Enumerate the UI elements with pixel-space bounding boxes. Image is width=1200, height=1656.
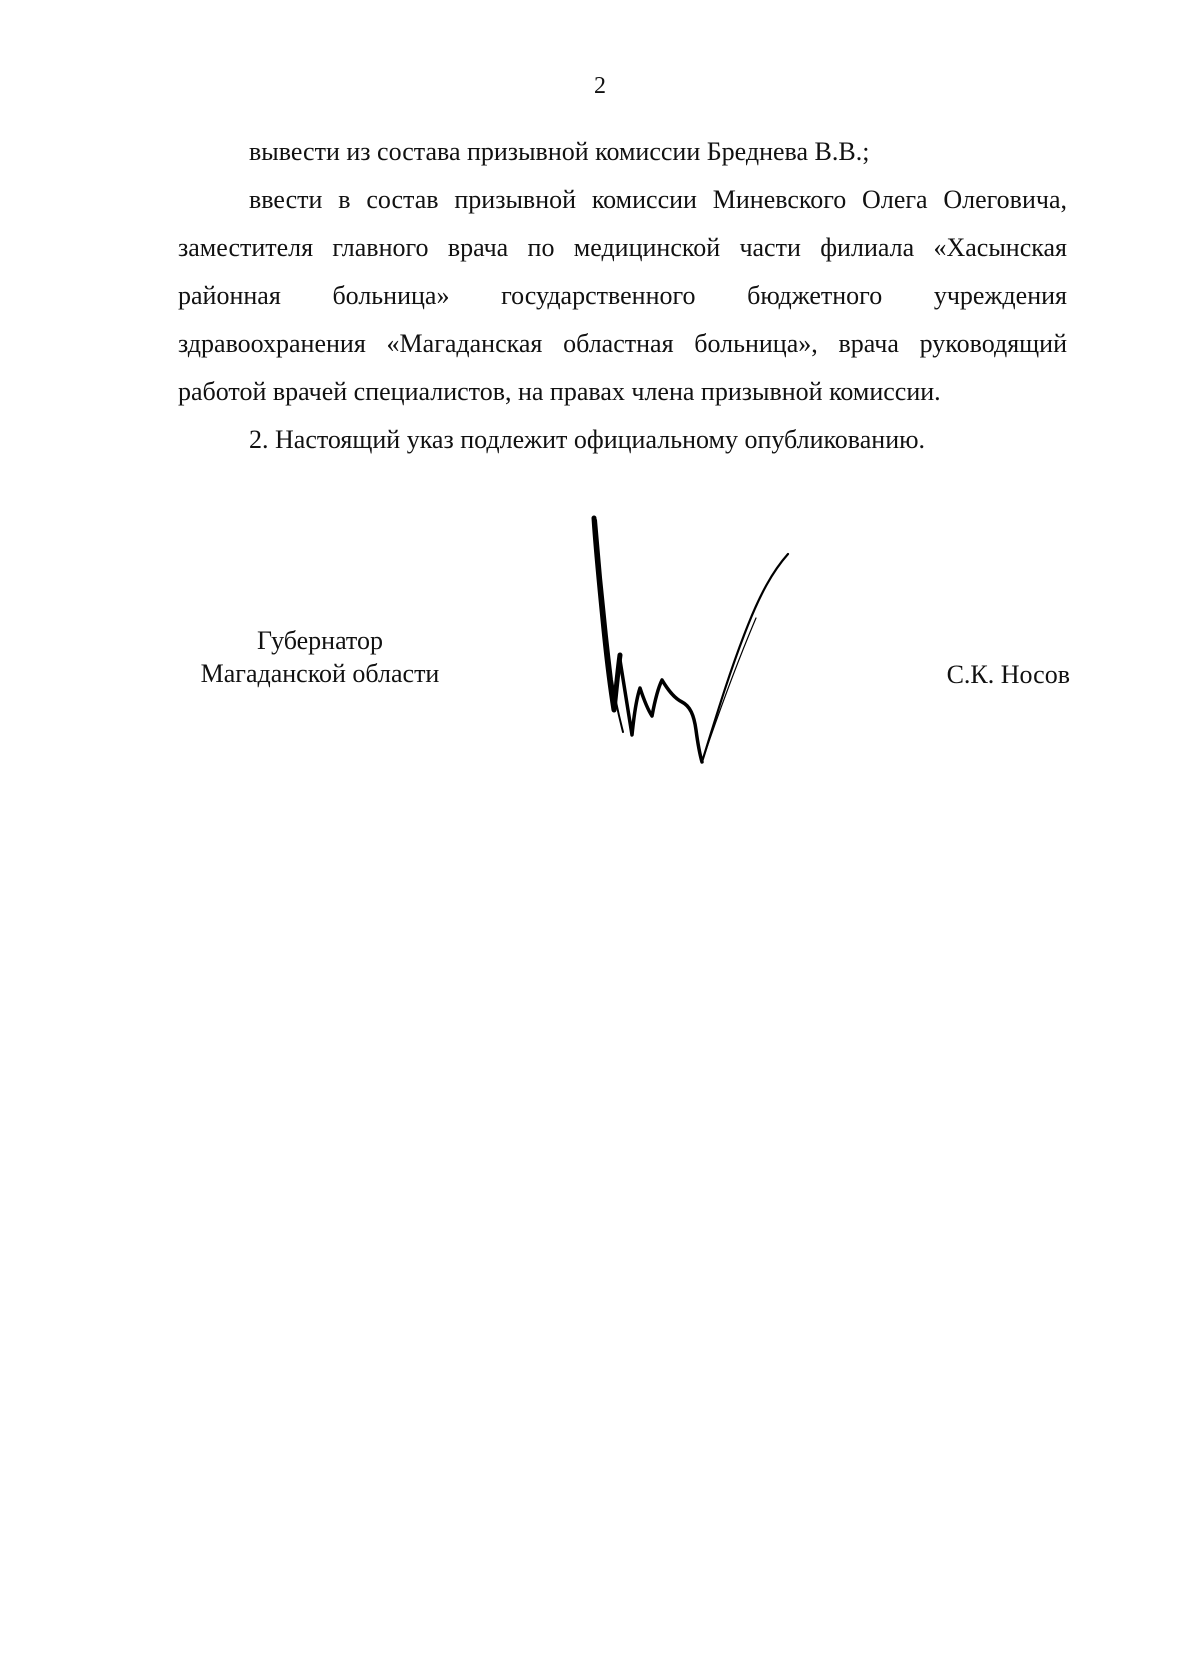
handwritten-signature: [590, 510, 800, 770]
signatory-title: [170, 624, 470, 690]
page-number: 2: [594, 73, 606, 99]
paragraph-add-member: ввести в состав призывной комиссии Миневского Олега Олеговича, заместителя главного врача по медицинской части филиала «Хасынская районная больница» государственного бюджетного учреждения здравоохранения «Магаданская областная больница», врача руководящий работой врачей специалистов, на правах члена призывной комиссии.: [178, 185, 1067, 406]
signatory-title-line2: Магаданской области: [200, 659, 440, 688]
document-body: [178, 128, 1067, 464]
signatory-title-line1: Губернатор: [257, 626, 383, 655]
signatory-name: С.К. Носов: [946, 660, 1070, 689]
paragraph-publication: 2. Настоящий указ подлежит официальному опубликованию.: [249, 425, 926, 454]
paragraph-remove-member: вывести из состава призывной комиссии Бреднева В.В.;: [249, 137, 870, 166]
